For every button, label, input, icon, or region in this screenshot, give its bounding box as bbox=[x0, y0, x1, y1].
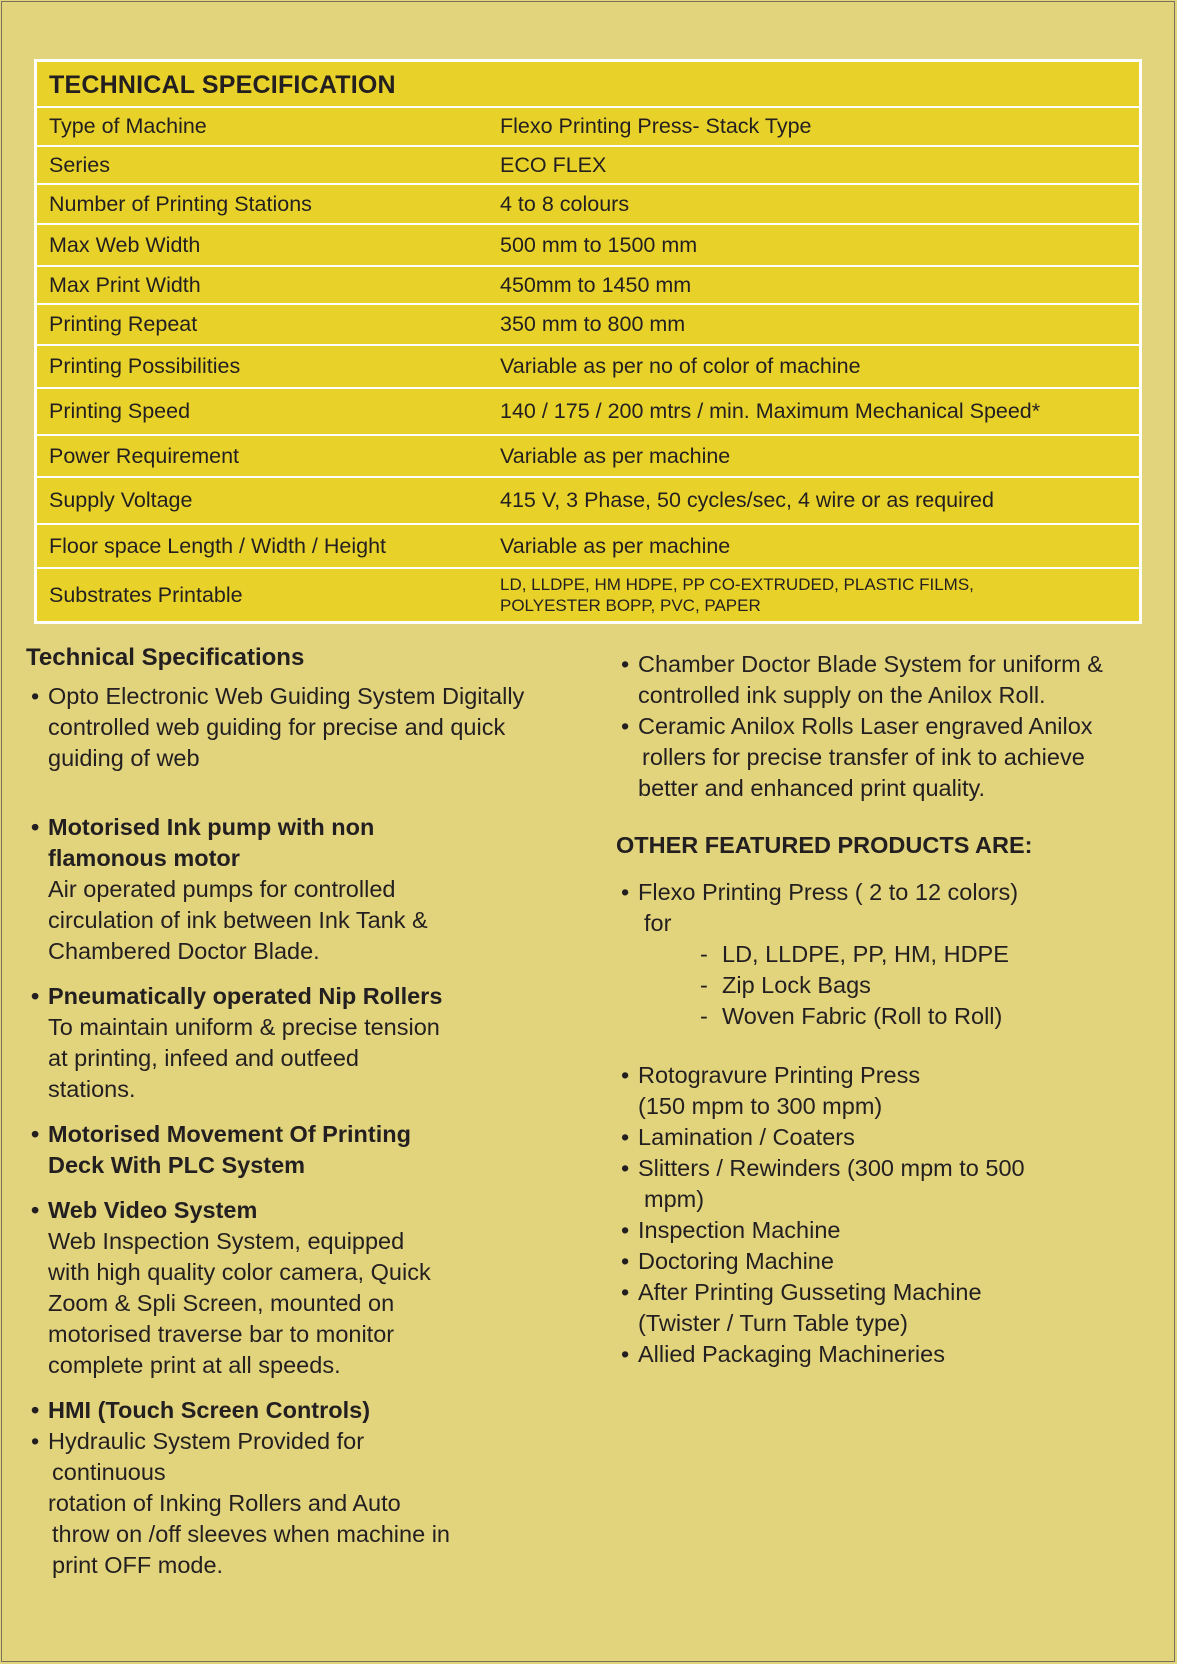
item-line: Zoom & Spli Screen, mounted on bbox=[48, 1290, 395, 1316]
item-title: Motorised Ink pump with non bbox=[48, 814, 375, 840]
item-line: Hydraulic System Provided for bbox=[48, 1428, 365, 1454]
spec-row bbox=[37, 344, 1139, 387]
spec-label: Supply Voltage bbox=[49, 488, 193, 512]
item-title: flamonous motor bbox=[48, 845, 240, 871]
spec-label: Printing Speed bbox=[49, 399, 191, 423]
spec-label: Substrates Printable bbox=[49, 582, 243, 607]
list-item bbox=[26, 812, 586, 967]
bullet-icon: • bbox=[621, 1124, 630, 1150]
bullet-icon: • bbox=[31, 1121, 40, 1147]
item-line: Web Inspection System, equipped bbox=[48, 1228, 405, 1254]
item-line: Inspection Machine bbox=[638, 1217, 841, 1243]
list-item bbox=[26, 1195, 586, 1381]
item-line: guiding of web bbox=[48, 745, 200, 771]
sub-list-item: - Woven Fabric (Roll to Roll) bbox=[700, 1003, 1003, 1029]
list-item bbox=[616, 1339, 1176, 1370]
bullet-icon: • bbox=[621, 1248, 630, 1274]
spec-row bbox=[37, 434, 1139, 476]
spec-label: Printing Possibilities bbox=[49, 354, 241, 378]
item-line: controlled web guiding for precise and quick bbox=[48, 714, 506, 740]
spec-row bbox=[37, 183, 1139, 223]
list-item bbox=[26, 1119, 586, 1181]
spec-value: 500 mm to 1500 mm bbox=[500, 232, 698, 257]
list-item bbox=[616, 1060, 1176, 1122]
bullet-icon: • bbox=[31, 683, 40, 709]
item-line: (150 mpm to 300 mpm) bbox=[638, 1093, 883, 1119]
spec-row bbox=[37, 303, 1139, 344]
spec-value-line: LD, LLDPE, HM HDPE, PP CO-EXTRUDED, PLASTIC FILMS, bbox=[500, 575, 974, 594]
list-item bbox=[616, 1277, 1176, 1339]
item-line: throw on /off sleeves when machine in bbox=[52, 1521, 450, 1547]
bullet-icon: • bbox=[31, 814, 40, 840]
item-line: Air operated pumps for controlled bbox=[48, 876, 396, 902]
spec-value: 415 V, 3 Phase, 50 cycles/sec, 4 wire or as required bbox=[500, 488, 994, 512]
item-line: Doctoring Machine bbox=[638, 1248, 834, 1274]
item-line: mpm) bbox=[644, 1186, 705, 1212]
item-line: Ceramic Anilox Rolls Laser engraved Anilox bbox=[638, 713, 1093, 739]
item-line: Rotogravure Printing Press bbox=[638, 1062, 921, 1088]
item-line: (Twister / Turn Table type) bbox=[638, 1310, 908, 1336]
list-item bbox=[26, 681, 586, 774]
item-title: Deck With PLC System bbox=[48, 1152, 306, 1178]
spec-label: Max Web Width bbox=[49, 232, 201, 257]
item-line: Allied Packaging Machineries bbox=[638, 1341, 945, 1367]
spec-value: Flexo Printing Press- Stack Type bbox=[500, 114, 812, 138]
spec-row bbox=[37, 145, 1139, 183]
list-item bbox=[616, 649, 1176, 711]
bullet-icon: • bbox=[621, 1155, 630, 1181]
list-item bbox=[616, 1153, 1176, 1215]
list-item bbox=[26, 1395, 586, 1426]
bullet-icon: • bbox=[31, 1197, 40, 1223]
item-line: complete print at all speeds. bbox=[48, 1352, 341, 1378]
list-item bbox=[616, 1246, 1176, 1277]
item-line: Opto Electronic Web Guiding System Digitally bbox=[48, 683, 525, 709]
item-line: for bbox=[644, 910, 672, 936]
item-line: controlled ink supply on the Anilox Roll. bbox=[638, 682, 1046, 708]
item-line: Chambered Doctor Blade. bbox=[48, 938, 320, 964]
spec-value: Variable as per no of color of machine bbox=[500, 354, 861, 378]
sub-item-text: LD, LLDPE, PP, HM, HDPE bbox=[722, 941, 1009, 967]
item-line: print OFF mode. bbox=[52, 1552, 224, 1578]
bullet-icon: • bbox=[621, 1341, 630, 1367]
spec-value: Variable as per machine bbox=[500, 443, 731, 468]
spec-label: Type of Machine bbox=[49, 114, 207, 138]
item-line: Lamination / Coaters bbox=[638, 1124, 855, 1150]
bullet-icon: • bbox=[31, 983, 40, 1009]
sub-item-text: Woven Fabric (Roll to Roll) bbox=[722, 1003, 1003, 1029]
item-line: Slitters / Rewinders (300 mpm to 500 bbox=[638, 1155, 1025, 1181]
sub-list-item: - Zip Lock Bags bbox=[700, 972, 871, 998]
item-line: motorised traverse bar to monitor bbox=[48, 1321, 395, 1347]
spec-label: Series bbox=[49, 152, 110, 177]
spec-value: 4 to 8 colours bbox=[500, 191, 630, 216]
spec-label: Printing Repeat bbox=[49, 312, 198, 336]
spec-table bbox=[34, 59, 1142, 624]
item-line: Chamber Doctor Blade System for uniform & bbox=[638, 651, 1103, 677]
other-products-heading: OTHER FEATURED PRODUCTS ARE: bbox=[616, 832, 1033, 858]
spec-row bbox=[37, 567, 1139, 621]
item-line: circulation of ink between Ink Tank & bbox=[48, 907, 428, 933]
spec-label: Power Requirement bbox=[49, 443, 240, 468]
bullet-icon: • bbox=[621, 1062, 630, 1088]
item-title: Web Video System bbox=[48, 1197, 258, 1223]
bullet-icon: • bbox=[621, 1217, 630, 1243]
item-line: at printing, infeed and outfeed bbox=[48, 1045, 359, 1071]
spec-label: Floor space Length / Width / Height bbox=[49, 533, 387, 558]
bullet-icon: • bbox=[621, 713, 630, 739]
spec-row bbox=[37, 476, 1139, 523]
left-column bbox=[26, 642, 586, 1581]
item-line: with high quality color camera, Quick bbox=[48, 1259, 431, 1285]
bullet-icon: • bbox=[31, 1428, 40, 1454]
sub-item-text: Zip Lock Bags bbox=[722, 972, 871, 998]
spec-value: Variable as per machine bbox=[500, 533, 731, 558]
spec-label: Max Print Width bbox=[49, 272, 201, 297]
list-item bbox=[26, 1426, 586, 1581]
list-item bbox=[616, 1122, 1176, 1153]
list-item bbox=[616, 877, 1176, 939]
spec-label: Number of Printing Stations bbox=[49, 191, 312, 216]
spec-value: 140 / 175 / 200 mtrs / min. Maximum Mechanical Speed* bbox=[500, 399, 1041, 423]
right-column bbox=[616, 649, 1176, 1370]
spec-row bbox=[37, 106, 1139, 145]
item-line: Flexo Printing Press ( 2 to 12 colors) bbox=[638, 879, 1019, 905]
spec-row bbox=[37, 223, 1139, 265]
spec-value: 350 mm to 800 mm bbox=[500, 312, 686, 336]
item-line: After Printing Gusseting Machine bbox=[638, 1279, 982, 1305]
item-title: HMI (Touch Screen Controls) bbox=[48, 1397, 371, 1423]
sub-list-item: - LD, LLDPE, PP, HM, HDPE bbox=[700, 941, 1009, 967]
spec-value: ECO FLEX bbox=[500, 152, 607, 177]
sub-list bbox=[616, 939, 1176, 1032]
list-item bbox=[616, 711, 1176, 804]
spec-row bbox=[37, 265, 1139, 303]
item-line: rotation of Inking Rollers and Auto bbox=[48, 1490, 401, 1516]
section-heading: Technical Specifications bbox=[26, 644, 305, 671]
item-line: stations. bbox=[48, 1076, 136, 1102]
spec-value-line: POLYESTER BOPP, PVC, PAPER bbox=[500, 596, 761, 615]
spec-value: 450mm to 1450 mm bbox=[500, 272, 692, 297]
spec-row bbox=[37, 387, 1139, 434]
spec-table-title: TECHNICAL SPECIFICATION bbox=[49, 71, 396, 99]
item-line: continuous bbox=[52, 1459, 166, 1485]
list-item bbox=[616, 1215, 1176, 1246]
bullet-icon: • bbox=[31, 1397, 40, 1423]
bullet-icon: • bbox=[621, 1279, 630, 1305]
spec-row bbox=[37, 523, 1139, 567]
item-line: To maintain uniform & precise tension bbox=[48, 1014, 440, 1040]
item-title: Pneumatically operated Nip Rollers bbox=[48, 983, 443, 1009]
spec-value bbox=[500, 574, 1139, 616]
bullet-icon: • bbox=[621, 879, 630, 905]
item-line: better and enhanced print quality. bbox=[638, 775, 986, 801]
item-title: Motorised Movement Of Printing bbox=[48, 1121, 411, 1147]
item-line: rollers for precise transfer of ink to achieve bbox=[642, 744, 1085, 770]
bullet-icon: • bbox=[621, 651, 630, 677]
list-item bbox=[26, 981, 586, 1105]
